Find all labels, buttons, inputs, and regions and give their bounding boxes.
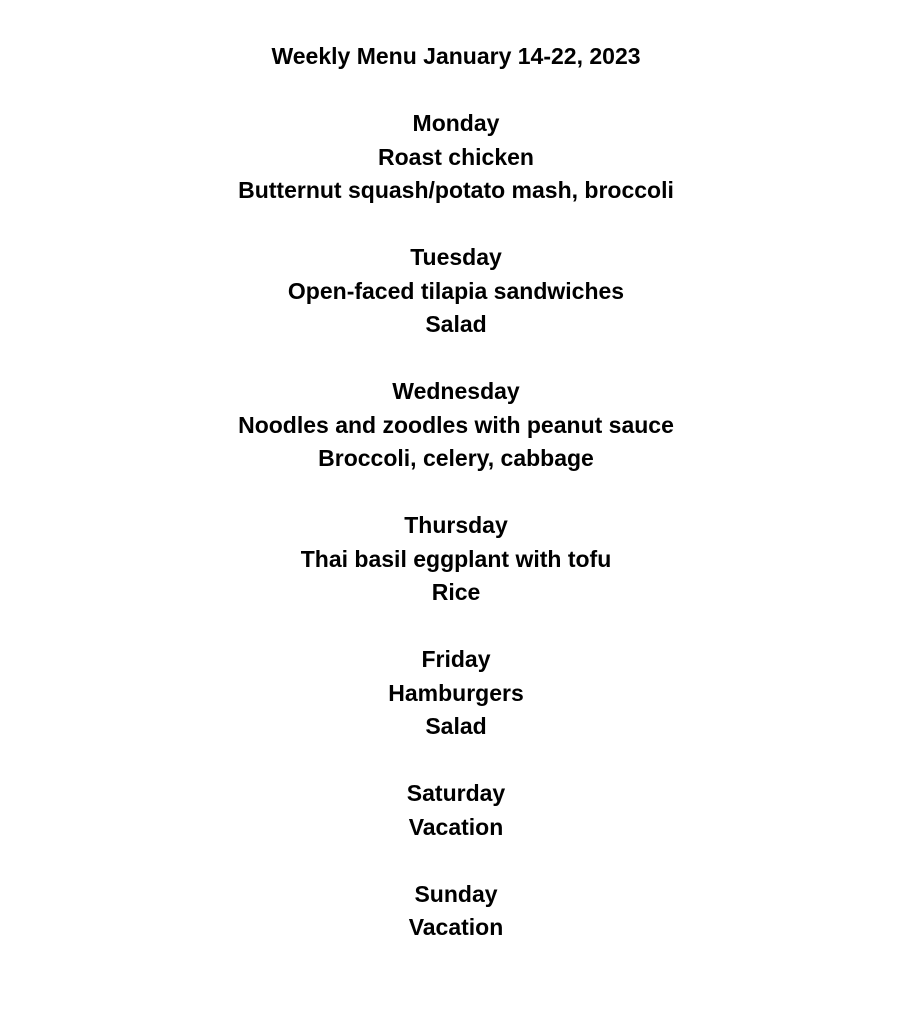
main-dish: Roast chicken	[378, 143, 534, 170]
side-dish: Rice	[431, 579, 481, 605]
day-block-saturday	[0, 777, 899, 844]
day-heading: Wednesday	[392, 378, 520, 404]
spacer	[0, 744, 899, 778]
main-dish: Noodles and zoodles with peanut sauce	[238, 411, 674, 438]
menu-title: Weekly Menu January 14-22, 2023	[271, 43, 641, 69]
spacer	[0, 610, 899, 644]
day-block-sunday	[0, 878, 899, 945]
day-block-friday	[0, 643, 899, 744]
day-heading: Saturday	[406, 780, 506, 806]
spacer	[0, 844, 899, 878]
main-dish: Hamburgers	[388, 679, 524, 706]
weekly-menu	[0, 40, 899, 945]
day-heading: Sunday	[414, 880, 498, 907]
day-heading: Tuesday	[410, 244, 502, 270]
main-dish: Vacation	[408, 813, 504, 840]
spacer	[0, 74, 899, 108]
side-dish: Butternut squash/potato mash, broccoli	[238, 177, 674, 203]
day-heading: Monday	[412, 110, 500, 136]
side-dish: Broccoli, celery, cabbage	[318, 445, 594, 471]
main-dish: Thai basil eggplant with tofu	[300, 545, 612, 572]
day-block-monday	[0, 107, 899, 208]
day-heading: Thursday	[404, 512, 508, 538]
main-dish: Vacation	[408, 914, 504, 940]
day-block-thursday	[0, 509, 899, 610]
day-block-tuesday	[0, 241, 899, 342]
side-dish: Salad	[425, 713, 487, 739]
spacer	[0, 208, 899, 242]
day-heading: Friday	[421, 646, 491, 672]
day-block-wednesday	[0, 375, 899, 476]
spacer	[0, 342, 899, 376]
side-dish: Salad	[425, 311, 487, 337]
spacer	[0, 476, 899, 510]
main-dish: Open-faced tilapia sandwiches	[287, 277, 625, 304]
